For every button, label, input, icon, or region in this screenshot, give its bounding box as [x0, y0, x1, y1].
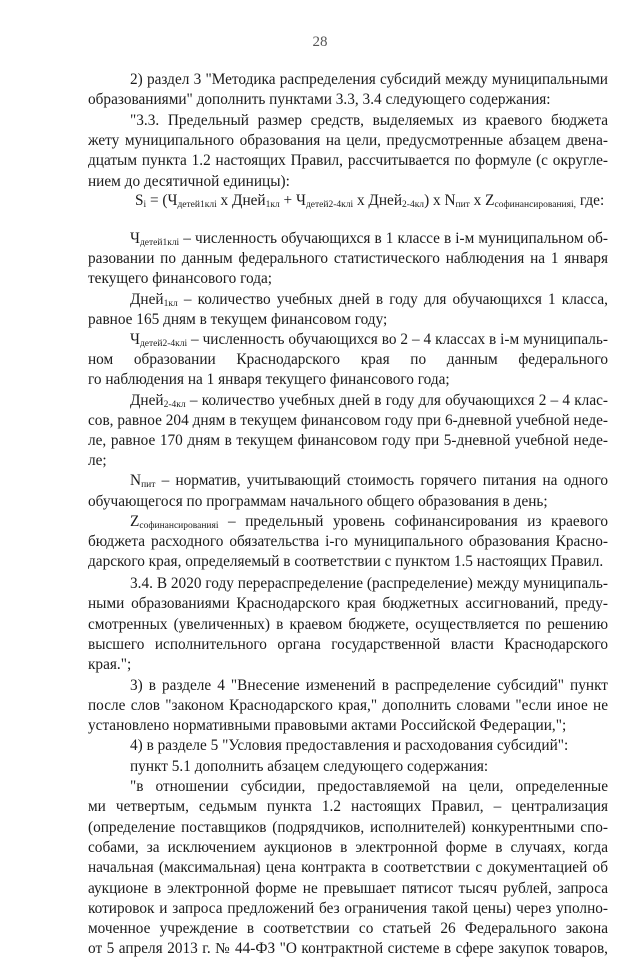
text-line: ными образованиями Краснодарского края бюджетных ассигнований, преду- — [88, 595, 608, 613]
formula-part: = (Ч — [146, 192, 178, 209]
term-subscript: пит — [141, 480, 156, 491]
term-subscript: детей2-4клi — [139, 339, 188, 349]
term-symbol: Дней — [130, 290, 164, 308]
text-line: котировок и запроса предложений без ограничения такой цены) через уполно- — [88, 899, 608, 917]
text-line: высшего исполнительного органа государственной власти Краснодарского — [88, 635, 608, 653]
term-subscript: софинансированияi — [139, 520, 219, 531]
text-line: 2) раздел 3 "Методика распределения субсидий между муниципальными — [130, 71, 608, 88]
text-line: 3) в разделе 4 "Внесение изменений в распределение субсидий" пункт — [130, 676, 608, 694]
formula-part: где: — [576, 192, 605, 209]
text-line: сов, равное 204 дням в текущем финансовом году при 6-дневной учебной неде- — [88, 411, 608, 429]
text-line: дцатым пункта 1.2 настоящих Правил, рассчитывается по формуле (с округле- — [88, 152, 608, 170]
formula — [135, 191, 610, 215]
text-line: 4) в разделе 5 "Условия предоставления и расходования субсидий": — [130, 737, 569, 755]
text-line — [130, 290, 608, 309]
text-line: начальная (максимальная) цена контракта в соответствии с документацией об — [88, 859, 608, 877]
formula-part: х Дней — [216, 192, 266, 209]
formula-s: S — [135, 192, 144, 209]
formula-part: х Дней — [353, 192, 403, 209]
text-line: разовании по данным федерального статистического наблюдения на 1 января — [88, 250, 608, 268]
text-line: края."; — [88, 656, 132, 674]
term-definition: – численность обучающихся во 2 – 4 классах в i-м муниципаль- — [187, 331, 608, 348]
formula-sub: детей1клi — [177, 200, 217, 210]
formula-sub: детей2-4клi — [305, 200, 354, 210]
formula-sub: софинансированияi, — [494, 200, 577, 210]
text-line: аукционе в электронной форме не превышает пятисот тысяч рублей, запроса — [88, 879, 608, 897]
text-line: образованиями" дополнить пунктами 3.3, 3.4 следующего содержания: — [88, 91, 551, 109]
term-subscript: 2-4кл — [163, 399, 186, 410]
text-line: го наблюдения на 1 января текущего финансового года; — [88, 371, 450, 389]
term-subscript: 1кл — [163, 298, 178, 309]
text-line: собами, за исключением аукционов в электронной форме в случаях, когда — [88, 838, 608, 856]
text-line — [130, 391, 608, 410]
term-definition: – норматив, учитывающий стоимость горячего питания на одного — [155, 472, 608, 490]
formula-sub: i — [143, 200, 147, 210]
formula-sub: пит — [455, 200, 470, 210]
formula-part: ) х N — [424, 192, 456, 209]
formula-part: х Z — [469, 192, 495, 209]
page-number: 28 — [312, 34, 328, 50]
term-symbol: Дней — [130, 391, 164, 409]
text-line: моченное учреждение в соответствии со статьей 26 Федерального закона — [88, 920, 608, 938]
text-line: "в отношении субсидии, предоставляемой на цели, определенные — [130, 778, 608, 795]
text-line: ми четвертым, седьмым пункта 1.2 настоящих Правил, – централизация — [88, 798, 608, 816]
text-line: 3.4. В 2020 году перераспределение (распределение) между муниципаль- — [130, 575, 608, 592]
text-line: текущего финансового года; — [88, 270, 273, 288]
term-definition: – количество учебных дней в году для обучающихся 1 класса, — [177, 290, 608, 308]
term-symbol: Ч — [130, 230, 140, 247]
text-line — [130, 512, 608, 531]
formula-sub: 2-4кл — [402, 200, 425, 210]
text-line: пункт 5.1 дополнить абзацем следующего содержания: — [130, 757, 489, 775]
term-symbol: N — [130, 472, 142, 490]
text-line: жету муниципального образования на цели, предусмотренные абзацем двена- — [88, 131, 608, 149]
text-line: "3.3. Предельный размер средств, выделяемых из краевого бюджета — [130, 111, 608, 129]
term-definition: – численность обучающихся в 1 классе в i-м муниципальном об- — [179, 230, 608, 247]
text-line: нием до десятичной единицы): — [88, 172, 290, 190]
text-line: ном образовании Краснодарского края по данным федерального — [88, 351, 608, 369]
formula-part: + Ч — [279, 192, 306, 209]
term-definition: – предельный уровень софинансирования из краевого — [218, 512, 608, 530]
term-definition: – количество учебных дней в году для обучающихся 2 – 4 клас- — [185, 391, 608, 409]
text-line: равное 165 дням в текущем финансовом году; — [88, 310, 388, 328]
text-line: (определение поставщиков (подрядчиков, исполнителей) конкурентными спо- — [88, 818, 608, 836]
term-subscript: детей1клi — [139, 238, 180, 248]
text-line: ле, равное 170 дням в текущем финансовом году при 5-дневной учебной неде- — [88, 432, 608, 449]
term-symbol: Z — [130, 512, 140, 530]
term-symbol: Ч — [130, 331, 140, 348]
text-line: смотренных (увеличенных) в краевом бюджете, осуществляется по решению — [88, 615, 608, 633]
text-line — [130, 229, 608, 248]
text-line — [130, 471, 608, 490]
text-line: обучающегося по программам начального общего образования в день; — [88, 492, 548, 510]
formula-sub: 1кл — [265, 200, 280, 210]
text-line: от 5 апреля 2013 г. № 44-ФЗ "О контрактной системе в сфере закупок товаров, — [88, 940, 608, 958]
text-line: дарского края, определяемый в соответствии с пунктом 1.5 настоящих Правил. — [88, 553, 604, 571]
text-line: после слов "законом Краснодарского края," дополнить словами "если иное не — [88, 696, 608, 714]
text-line: ле; — [88, 452, 107, 470]
text-line: установлено нормативными правовыми актами Российской Федерации,"; — [88, 717, 567, 735]
text-line: бюджета расходного обязательства i-го муниципального образования Красно- — [88, 533, 608, 550]
text-line — [130, 330, 608, 349]
